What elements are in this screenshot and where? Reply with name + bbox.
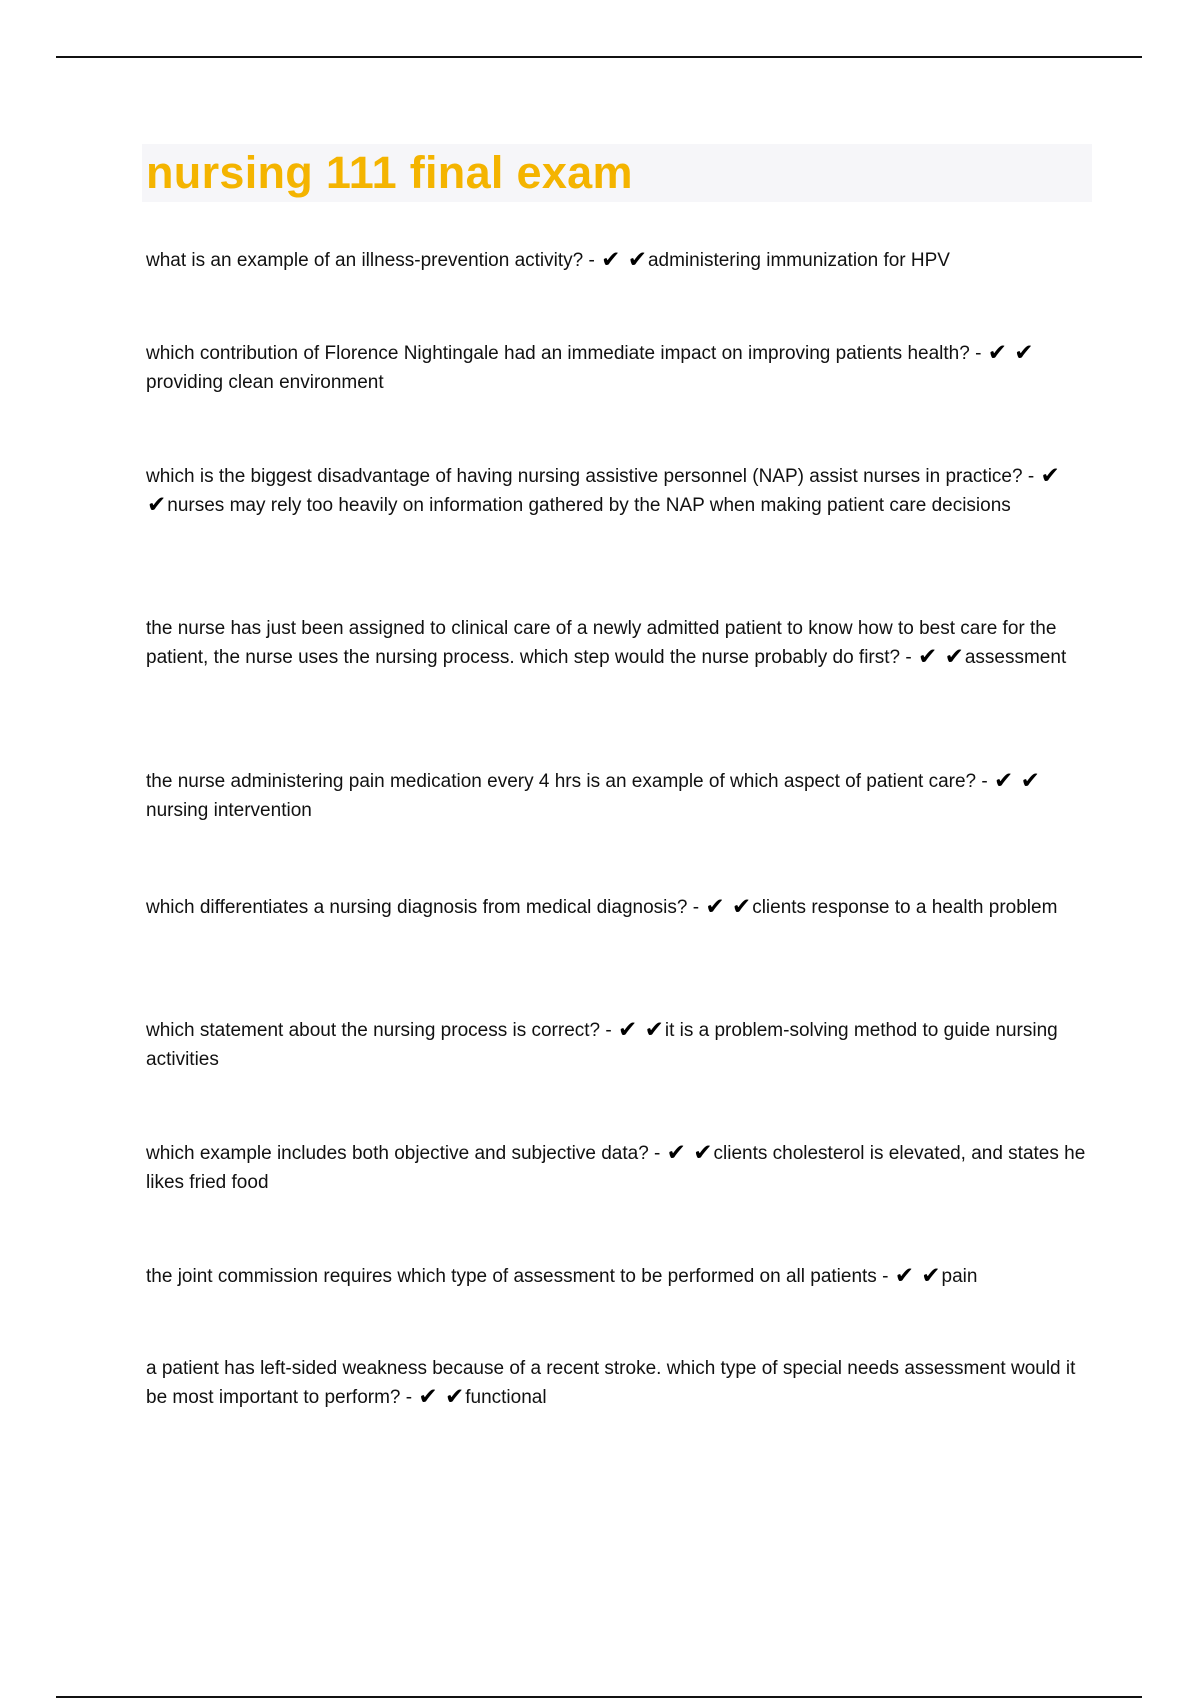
separator: -: [687, 897, 705, 918]
qa-item-1: [146, 246, 1086, 275]
checkmark-icon: ✔: [1014, 340, 1034, 366]
checkmark-icon: ✔: [1020, 768, 1040, 794]
answer-text: nurses may rely too heavily on information gathered by the NAP when making patient care decisions: [167, 495, 1011, 516]
checkmark-icon: ✔: [618, 1017, 638, 1043]
checkmark-icon: ✔: [627, 247, 647, 273]
question-text: which differentiates a nursing diagnosis from medical diagnosis?: [146, 897, 688, 918]
answer-text: pain: [941, 1266, 978, 1287]
separator: -: [900, 647, 917, 668]
question-text: which statement about the nursing process is correct?: [146, 1020, 601, 1041]
answer-text: it is a problem-solving method to guide nursing activities: [146, 1020, 1058, 1070]
checkmark-icon: ✔: [921, 1263, 941, 1289]
qa-item-9: [146, 1262, 1086, 1291]
separator: -: [600, 1020, 618, 1041]
checkmark-icon: ✔: [944, 644, 964, 670]
qa-item-10: [146, 1354, 1086, 1412]
separator: -: [969, 343, 987, 364]
separator: -: [648, 1143, 666, 1164]
checkmark-icon: ✔: [894, 1263, 914, 1289]
separator: -: [583, 250, 601, 271]
separator: -: [400, 1387, 418, 1408]
separator: -: [1022, 466, 1040, 487]
checkmark-icon: ✔: [1040, 463, 1060, 489]
checkmark-icon: ✔: [644, 1017, 664, 1043]
answer-text: administering immunization for HPV: [647, 250, 950, 271]
question-text: which is the biggest disadvantage of having nursing assistive personnel (NAP) assist nurses in practice?: [146, 466, 1023, 487]
separator: -: [876, 1266, 894, 1287]
qa-item-2: [146, 339, 1086, 397]
question-text: which example includes both objective and subjective data?: [146, 1143, 649, 1164]
checkmark-icon: ✔: [666, 1140, 686, 1166]
checkmark-icon: ✔: [987, 340, 1007, 366]
answer-text: clients response to a health problem: [752, 897, 1058, 918]
qa-item-7: [146, 1016, 1086, 1074]
checkmark-icon: ✔: [444, 1384, 465, 1410]
checkmark-icon: ✔: [705, 894, 725, 920]
answer-text: functional: [465, 1387, 547, 1408]
checkmark-icon: ✔: [147, 492, 167, 518]
question-text: a patient has left-sided weakness because of a recent stroke. which type of special needs assessment would it be most important to perform?: [146, 1358, 1076, 1408]
checkmark-icon: ✔: [731, 894, 752, 920]
question-text: what is an example of an illness-prevention activity?: [146, 250, 584, 271]
answer-text: nursing intervention: [146, 800, 312, 821]
checkmark-icon: ✔: [693, 1140, 713, 1166]
page-top-rule: [56, 56, 1142, 58]
page-bottom-rule: [56, 1696, 1142, 1698]
question-text: the nurse has just been assigned to clinical care of a newly admitted patient to know how to best care for the patient, the nurse uses the nursing process. which step would the nurse probably do first?: [146, 618, 1057, 668]
qa-item-8: [146, 1139, 1086, 1197]
checkmark-icon: ✔: [918, 644, 938, 670]
answer-text: assessment: [964, 647, 1067, 668]
question-text: which contribution of Florence Nightingale had an immediate impact on improving patients health?: [146, 343, 970, 364]
question-text: the joint commission requires which type of assessment to be performed on all patients: [146, 1266, 877, 1287]
qa-item-5: [146, 767, 1086, 825]
document-title: nursing 111 final exam: [146, 147, 633, 198]
qa-item-6: [146, 893, 1086, 922]
answer-text: providing clean environment: [146, 372, 384, 393]
qa-item-3: [146, 462, 1086, 520]
answer-text: clients cholesterol is elevated, and states he likes fried food: [146, 1143, 1086, 1193]
checkmark-icon: ✔: [994, 768, 1014, 794]
separator: -: [976, 771, 994, 792]
qa-item-4: [146, 614, 1086, 672]
checkmark-icon: ✔: [601, 247, 621, 273]
checkmark-icon: ✔: [418, 1384, 438, 1410]
question-text: the nurse administering pain medication every 4 hrs is an example of which aspect of patient care?: [146, 771, 977, 792]
